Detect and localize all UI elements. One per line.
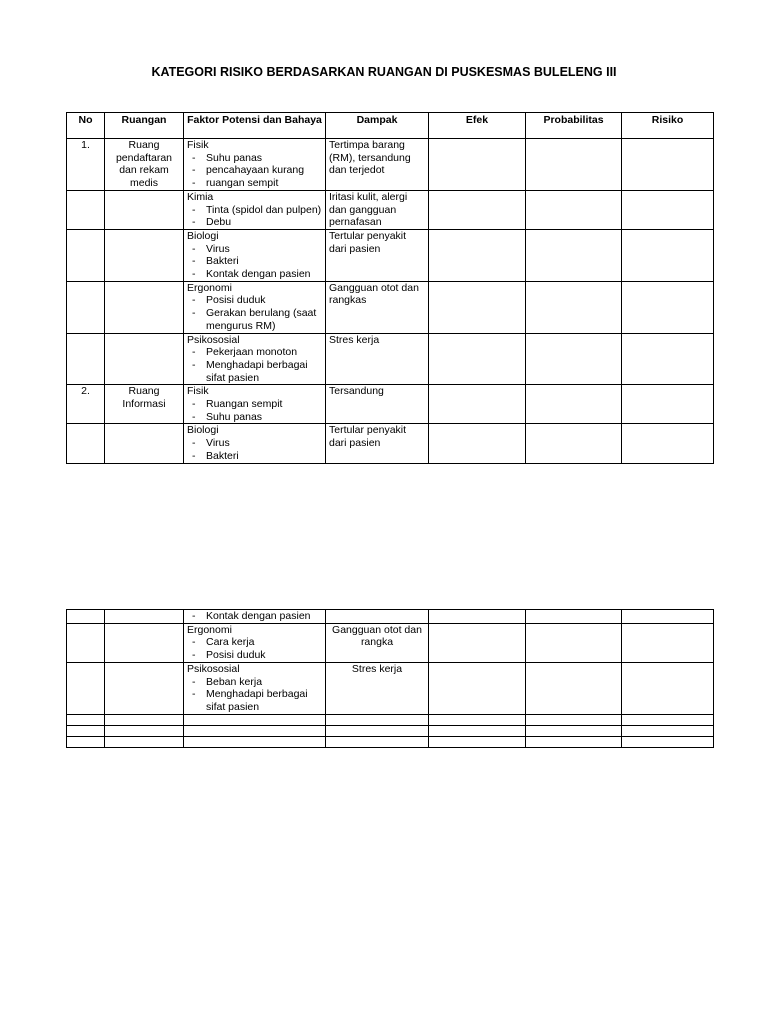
hazard-item: - Cara kerja (187, 636, 322, 649)
hazard-category: Psikososial (187, 662, 240, 675)
cell-dampak: Iritasi kulit, alergi dan gangguan pernafasan (326, 190, 429, 229)
cell-risiko (622, 424, 714, 463)
hazard-item: - Virus (187, 437, 322, 450)
empty-cell (622, 714, 714, 725)
empty-cell (184, 714, 326, 725)
risk-table-body-1 (67, 139, 714, 464)
hazard-item: - Debu (187, 216, 322, 229)
hazard-category: Fisik (187, 385, 209, 398)
cell-ruangan (105, 190, 184, 229)
table-row (67, 190, 714, 229)
cell-probabilitas (526, 623, 622, 662)
cell-faktor (184, 190, 326, 229)
header-dampak: Dampak (326, 113, 429, 139)
cell-ruangan (105, 281, 184, 333)
hazard-item: - Suhu panas (187, 411, 322, 424)
hazard-item: - Posisi duduk (187, 294, 322, 307)
header-faktor: Faktor Potensi dan Bahaya (184, 113, 326, 139)
table-row (67, 229, 714, 281)
cell-dampak: Tertimpa barang (RM), tersandung dan terjedot (326, 139, 429, 191)
cell-no (67, 281, 105, 333)
table-header-row (67, 113, 714, 139)
hazard-list (187, 610, 322, 623)
cell-faktor (184, 229, 326, 281)
hazard-list (187, 636, 322, 661)
cell-risiko (622, 623, 714, 662)
empty-cell (526, 714, 622, 725)
cell-risiko (622, 385, 714, 424)
cell-dampak: Gangguan otot dan rangkas (326, 281, 429, 333)
hazard-item: - ruangan sempit (187, 177, 322, 190)
risk-table-part-2 (66, 609, 714, 748)
header-risiko: Risiko (622, 113, 714, 139)
cell-dampak (326, 610, 429, 624)
hazard-list (187, 346, 322, 384)
hazard-item: - Virus (187, 243, 322, 256)
empty-cell (429, 736, 526, 747)
cell-probabilitas (526, 662, 622, 714)
cell-ruangan: Ruang Informasi (105, 385, 184, 424)
hazard-item: - Bakteri (187, 450, 322, 463)
hazard-list (187, 437, 322, 462)
hazard-item: - Kontak dengan pasien (187, 268, 322, 281)
cell-faktor (184, 623, 326, 662)
hazard-item: - Beban kerja (187, 676, 322, 689)
cell-ruangan (105, 229, 184, 281)
hazard-category: Psikososial (187, 333, 240, 346)
hazard-category: Fisik (187, 139, 209, 151)
cell-probabilitas (526, 385, 622, 424)
empty-cell (105, 725, 184, 736)
cell-risiko (622, 281, 714, 333)
empty-cell (67, 725, 105, 736)
empty-cell (326, 725, 429, 736)
empty-cell (622, 736, 714, 747)
table-row (67, 662, 714, 714)
hazard-item: - Posisi duduk (187, 649, 322, 662)
empty-cell (67, 736, 105, 747)
cell-no (67, 424, 105, 463)
table-row (67, 385, 714, 424)
cell-efek (429, 610, 526, 624)
cell-probabilitas (526, 139, 622, 191)
cell-no (67, 623, 105, 662)
cell-dampak: Tersandung (326, 385, 429, 424)
cell-dampak: Tertular penyakit dari pasien (326, 424, 429, 463)
table-row (67, 424, 714, 463)
hazard-item: - Bakteri (187, 255, 322, 268)
empty-cell (326, 736, 429, 747)
table-row (67, 333, 714, 385)
cell-efek (429, 229, 526, 281)
hazard-item: - Menghadapi berbagai sifat pasien (187, 359, 322, 384)
table-row (67, 139, 714, 191)
cell-faktor (184, 281, 326, 333)
hazard-list (187, 152, 322, 190)
empty-cell (622, 725, 714, 736)
cell-faktor (184, 424, 326, 463)
hazard-item: - Gerakan berulang (saat mengurus RM) (187, 307, 322, 332)
hazard-category: Kimia (187, 190, 214, 203)
hazard-list (187, 243, 322, 281)
hazard-item: - Menghadapi berbagai sifat pasien (187, 688, 322, 713)
cell-faktor (184, 333, 326, 385)
header-probabilitas: Probabilitas (526, 113, 622, 139)
empty-cell (105, 714, 184, 725)
empty-cell (429, 714, 526, 725)
cell-no (67, 190, 105, 229)
cell-dampak: Tertular penyakit dari pasien (326, 229, 429, 281)
cell-probabilitas (526, 281, 622, 333)
empty-cell (184, 725, 326, 736)
risk-table-part-1 (66, 112, 714, 464)
header-efek: Efek (429, 113, 526, 139)
header-no: No (67, 113, 105, 139)
hazard-category: Biologi (187, 424, 219, 437)
cell-no (67, 610, 105, 624)
cell-no: 1. (67, 139, 105, 191)
cell-no (67, 662, 105, 714)
cell-ruangan (105, 610, 184, 624)
risk-table-body-2 (67, 610, 714, 748)
cell-efek (429, 385, 526, 424)
hazard-item: - Tinta (spidol dan pulpen) (187, 204, 322, 217)
cell-efek (429, 623, 526, 662)
empty-cell (105, 736, 184, 747)
empty-table-row (67, 725, 714, 736)
cell-ruangan: Ruang pendaftaran dan rekam medis (105, 139, 184, 191)
cell-risiko (622, 190, 714, 229)
table-row (67, 623, 714, 662)
cell-probabilitas (526, 229, 622, 281)
empty-cell (526, 736, 622, 747)
table-row (67, 610, 714, 624)
cell-dampak: Gangguan otot dan rangka (326, 623, 429, 662)
cell-ruangan (105, 662, 184, 714)
empty-cell (326, 714, 429, 725)
empty-cell (184, 736, 326, 747)
header-ruangan: Ruangan (105, 113, 184, 139)
hazard-category: Ergonomi (187, 623, 232, 636)
document-title: KATEGORI RISIKO BERDASARKAN RUANGAN DI PUSKESMAS BULELENG III (151, 65, 617, 79)
hazard-item: - pencahayaan kurang (187, 164, 322, 177)
cell-risiko (622, 333, 714, 385)
table-row (67, 281, 714, 333)
cell-faktor (184, 662, 326, 714)
cell-efek (429, 333, 526, 385)
hazard-item: - Ruangan sempit (187, 398, 322, 411)
cell-no (67, 333, 105, 385)
cell-efek (429, 139, 526, 191)
cell-faktor (184, 610, 326, 624)
cell-ruangan (105, 333, 184, 385)
empty-cell (67, 714, 105, 725)
empty-table-row (67, 714, 714, 725)
hazard-list (187, 294, 322, 332)
empty-cell (526, 725, 622, 736)
empty-cell (429, 725, 526, 736)
cell-dampak: Stres kerja (326, 333, 429, 385)
cell-no: 2. (67, 385, 105, 424)
cell-probabilitas (526, 610, 622, 624)
hazard-list (187, 676, 322, 714)
empty-table-row (67, 736, 714, 747)
hazard-item: - Pekerjaan monoton (187, 346, 322, 359)
cell-ruangan (105, 424, 184, 463)
cell-risiko (622, 610, 714, 624)
cell-probabilitas (526, 190, 622, 229)
cell-probabilitas (526, 424, 622, 463)
cell-probabilitas (526, 333, 622, 385)
cell-faktor (184, 385, 326, 424)
cell-dampak: Stres kerja (326, 662, 429, 714)
hazard-item: - Suhu panas (187, 152, 322, 165)
hazard-list (187, 398, 322, 423)
cell-efek (429, 281, 526, 333)
cell-efek (429, 424, 526, 463)
cell-efek (429, 190, 526, 229)
cell-risiko (622, 229, 714, 281)
hazard-list (187, 204, 322, 229)
cell-risiko (622, 139, 714, 191)
cell-ruangan (105, 623, 184, 662)
hazard-category: Biologi (187, 229, 219, 242)
hazard-category: Ergonomi (187, 281, 232, 294)
cell-efek (429, 662, 526, 714)
cell-faktor (184, 139, 326, 191)
cell-no (67, 229, 105, 281)
hazard-item: - Kontak dengan pasien (187, 610, 322, 623)
cell-risiko (622, 662, 714, 714)
